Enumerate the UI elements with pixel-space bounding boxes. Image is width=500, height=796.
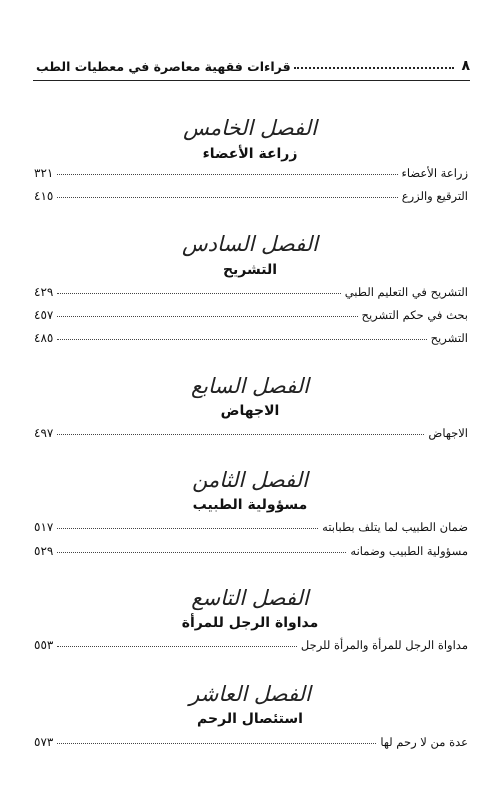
entry-title: الاجهاض [428, 426, 468, 440]
entry-title: بحث في حكم التشريح [361, 308, 468, 322]
section-title-9: مداواة الرجل للمرأة [181, 615, 319, 631]
entry-title: ضمان الطبيب لما يتلف بطبابته [322, 520, 468, 534]
chapter-heading-6: الفصل السادس [182, 232, 318, 256]
entry-page-number: ٣٢١ [34, 166, 54, 180]
chapter-heading-10: الفصل العاشر [189, 682, 311, 706]
chapter-heading-9: الفصل التاسع [191, 586, 309, 610]
entry-title: مداواة الرجل للمرأة والمرأة للرجل [300, 638, 468, 652]
chapter-heading-5: الفصل الخامس [183, 116, 317, 140]
entry-title: التشريح [430, 331, 468, 345]
dot-leader [57, 339, 426, 340]
entry-page-number: ٥٧٣ [34, 735, 54, 749]
section-title-5: زراعة الأعضاء [202, 146, 298, 162]
toc-entry[interactable] [34, 308, 468, 322]
toc-entry[interactable] [34, 544, 468, 558]
entry-page-number: ٥٥٣ [34, 638, 54, 652]
header-rule [33, 80, 470, 81]
entry-page-number: ٤٨٥ [34, 331, 54, 345]
chapter-heading-7: الفصل السابع [190, 374, 310, 398]
dot-leader [57, 434, 424, 435]
toc-entry[interactable] [34, 331, 468, 345]
section-title-6: التشريح [222, 262, 278, 278]
chapter-heading-8: الفصل الثامن [192, 468, 308, 492]
entry-page-number: ٤١٥ [34, 189, 54, 203]
dot-leader [57, 197, 397, 198]
toc-entry[interactable] [34, 166, 468, 180]
entry-page-number: ٥٢٩ [34, 544, 54, 558]
entry-page-number: ٤٩٧ [34, 426, 54, 440]
section-title-7: الاجهاض [220, 403, 280, 419]
toc-entry[interactable] [34, 426, 468, 440]
entry-title: عدة من لا رحم لها [380, 735, 468, 749]
section-title-8: مسؤولية الطبيب [192, 497, 308, 513]
section-title-10: استئصال الرحم [197, 711, 303, 727]
entry-title: مسؤولية الطبيب وضمانه [350, 544, 468, 558]
dot-leader [57, 293, 340, 294]
running-title: قراءات فقهية معاصرة في معطيات الطب [36, 58, 291, 74]
dot-leader [57, 552, 346, 553]
dot-leader [57, 646, 297, 647]
page-header [36, 58, 470, 74]
dot-leader [57, 528, 318, 529]
entry-page-number: ٤٢٩ [34, 285, 54, 299]
toc-entry[interactable] [34, 520, 468, 534]
toc-entry[interactable] [34, 285, 468, 299]
header-dot-leader [294, 67, 455, 69]
toc-entry[interactable] [34, 189, 468, 203]
toc-entry[interactable] [34, 638, 468, 652]
toc-entry[interactable] [34, 735, 468, 749]
entry-title: التشريح في التعليم الطبي [344, 285, 468, 299]
page-number: ٨ [461, 58, 470, 74]
dot-leader [57, 743, 376, 744]
dot-leader [57, 174, 397, 175]
entry-page-number: ٥١٧ [34, 520, 54, 534]
entry-page-number: ٤٥٧ [34, 308, 54, 322]
entry-title: زراعة الأعضاء [401, 166, 468, 180]
entry-title: الترقيع والزرع [401, 189, 468, 203]
dot-leader [57, 316, 357, 317]
